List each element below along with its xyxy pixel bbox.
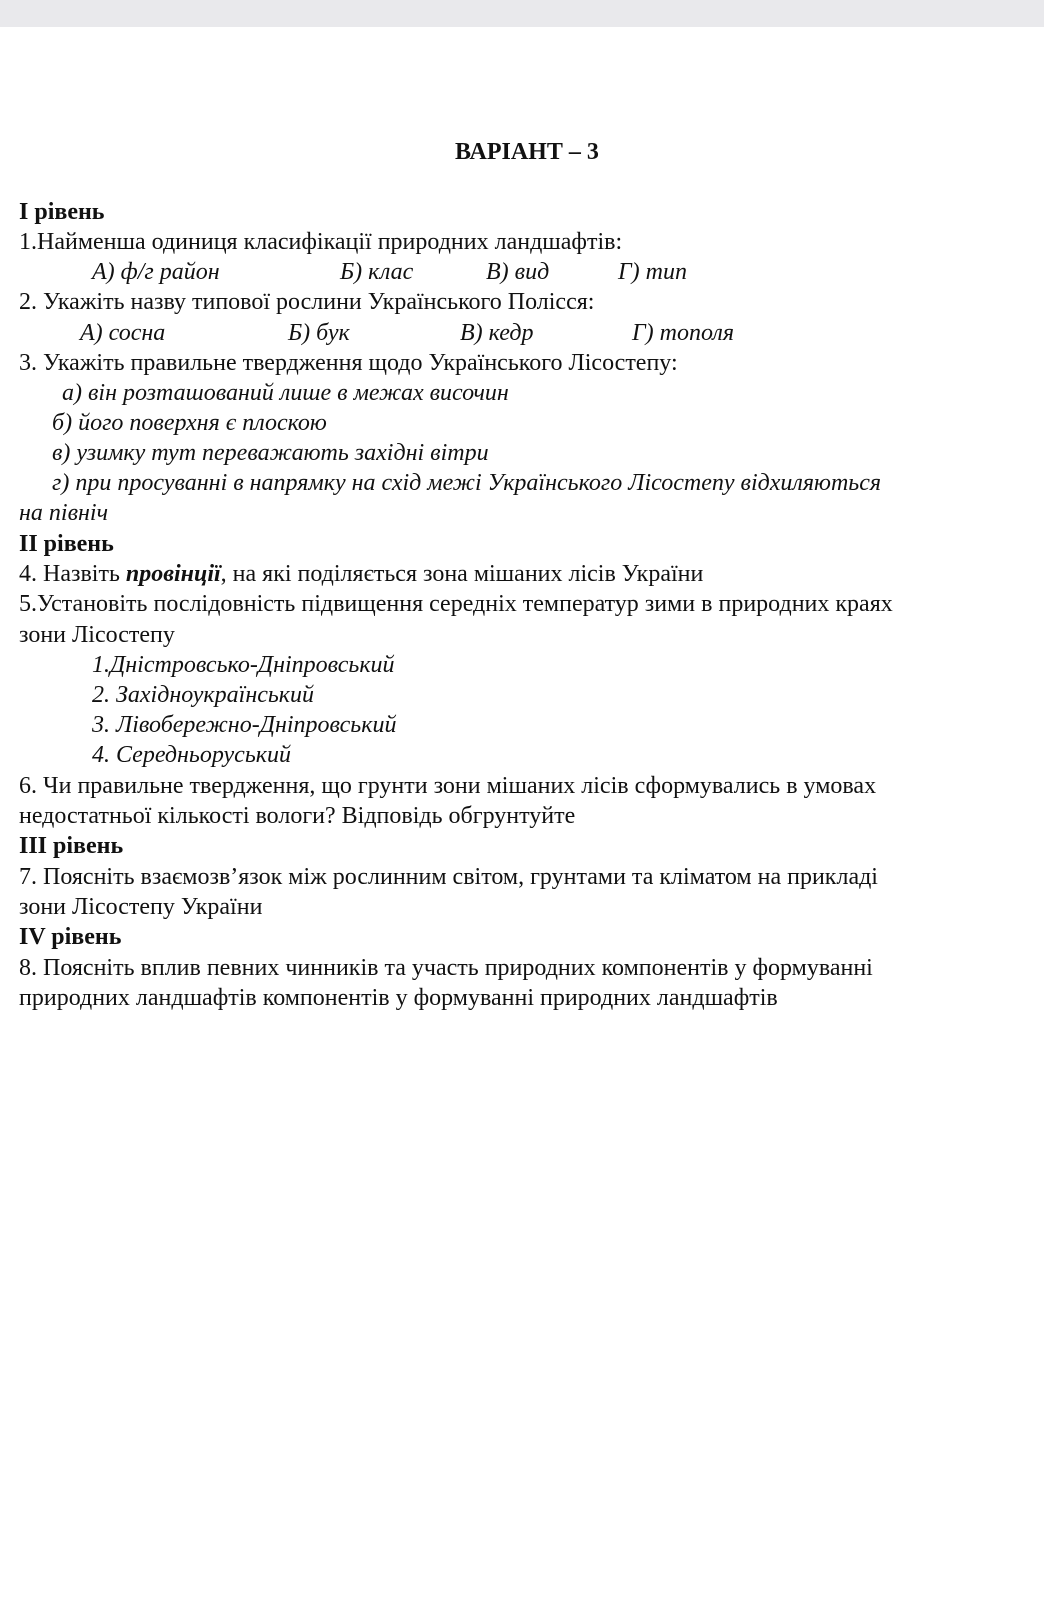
- document-page: [0, 27, 1044, 1620]
- q2-option-b: Б) бук: [288, 320, 350, 346]
- top-bar: [0, 0, 1044, 27]
- q4-suffix: , на які поділяється зона мішаних лісів України: [220, 561, 704, 587]
- q2-option-d: Г) тополя: [632, 320, 734, 346]
- q2-option-a: А) сосна: [80, 320, 166, 346]
- q1-option-a: А) ф/г район: [92, 259, 220, 285]
- q4-prefix: 4. Назвіть: [19, 561, 126, 587]
- q1-option-c: В) вид: [486, 259, 550, 285]
- q3-option-c: в) узимку тут переважають західні вітри: [52, 440, 489, 466]
- question-8-line1: 8. Поясніть вплив певних чинників та участь природних компонентів у формуванні: [19, 955, 873, 981]
- q3-option-a: а) він розташований лише в межах височин: [62, 380, 509, 406]
- question-4: [19, 559, 703, 589]
- question-5-line2: зони Лісостепу: [19, 622, 175, 648]
- q5-item-2: 2. Західноукраїнський: [92, 682, 315, 708]
- level-2-heading: ІІ рівень: [19, 531, 114, 557]
- question-7-line2: зони Лісостепу України: [19, 894, 263, 920]
- q1-option-d: Г) тип: [618, 259, 687, 285]
- question-2: 2. Укажіть назву типової рослини Українського Полісся:: [19, 289, 595, 315]
- page-title: ВАРІАНТ – 3: [455, 139, 599, 165]
- level-4-heading: IV рівень: [19, 924, 122, 950]
- level-1-heading: І рівень: [19, 199, 105, 225]
- question-6-line2: недостатньої кількості вологи? Відповідь обгрунтуйте: [19, 803, 576, 829]
- level-3-heading: ІІІ рівень: [19, 833, 124, 859]
- q5-item-4: 4. Середньоруський: [92, 742, 291, 768]
- q5-item-3: 3. Лівобережно-Дніпровський: [92, 712, 397, 738]
- q3-option-d-line1: г) при просуванні в напрямку на схід межі Українського Лісостепу відхиляються: [52, 470, 882, 496]
- q3-option-b: б) його поверхня є плоскою: [52, 410, 327, 436]
- question-1: 1.Найменша одиниця класифікації природних ландшафтів:: [19, 229, 623, 255]
- question-6-line1: 6. Чи правильне твердження, що грунти зони мішаних лісів сформувались в умовах: [19, 773, 877, 799]
- q3-option-d-line2: на північ: [19, 500, 109, 526]
- question-8-line2: природних ландшафтів компонентів у формуванні природних ландшафтів: [19, 985, 778, 1011]
- question-5-line1: 5.Установіть послідовність підвищення середніх температур зими в природних краях: [19, 591, 893, 617]
- q2-option-c: В) кедр: [460, 320, 534, 346]
- q1-option-b: Б) клас: [340, 259, 414, 285]
- q5-item-1: 1.Дністровсько-Дніпровський: [92, 652, 395, 678]
- question-3: 3. Укажіть правильне твердження щодо Українського Лісостепу:: [19, 350, 678, 376]
- q4-emphasis: провінції: [125, 561, 221, 587]
- question-7-line1: 7. Поясніть взаємозв’язок між рослинним світом, грунтами та кліматом на прикладі: [19, 864, 878, 890]
